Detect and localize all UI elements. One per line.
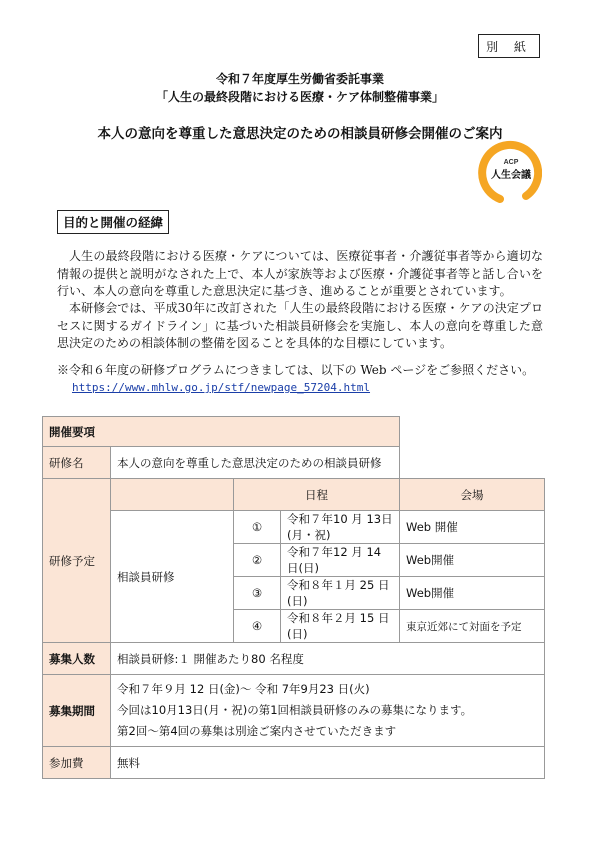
capacity: 相談員研修:１ 開催あたり80 名程度	[111, 643, 545, 675]
session-venue: 東京近郊にて対面を予定	[400, 610, 545, 643]
session-date: 令和７年12 月 14 日(日)	[281, 544, 400, 577]
table-row	[43, 479, 545, 511]
note-text: ※令和６年度の研修プログラムにつきましては、以下の Web ページをご参照ください。	[57, 363, 535, 377]
attachment-label: 別 紙	[478, 34, 540, 58]
table-header: 開催要項	[43, 417, 400, 447]
schedule-column-header: 日程	[234, 479, 400, 511]
table-row	[43, 447, 545, 479]
session-venue: Web 開催	[400, 511, 545, 544]
table-row	[43, 747, 545, 779]
session-venue: Web開催	[400, 577, 545, 610]
session-venue: Web開催	[400, 544, 545, 577]
training-name-label: 研修名	[43, 447, 111, 479]
training-name: 本人の意向を尊重した意思決定のための相談員研修	[111, 447, 400, 479]
table-header-row	[43, 417, 545, 447]
venue-column-header: 会場	[400, 479, 545, 511]
period-note: 第2回～第4回の募集は別途ご案内させていただきます	[117, 724, 397, 738]
table-row	[43, 643, 545, 675]
paragraph-background: 人生の最終段階における医療・ケアについては、医療従事者・介護従事者等から適切な情報の提供と説明がなされた上で、本人が家族等および医療・介護従事者等と話し合いを行い、本人の意向を尊重した意思決定に基づき、進めることが重要とされています。	[57, 249, 543, 298]
fee-label: 参加費	[43, 747, 111, 779]
session-number: ③	[234, 577, 281, 610]
section-heading: 目的と開催の経緯	[57, 210, 169, 234]
session-number: ②	[234, 544, 281, 577]
commission-line: 令和７年度厚生労働省委託事業	[215, 72, 384, 86]
logo-main-text: 人生会議	[491, 170, 531, 181]
plan-type: 相談員研修	[111, 511, 234, 643]
session-number: ①	[234, 511, 281, 544]
period-label: 募集期間	[43, 675, 111, 747]
fee: 無料	[111, 747, 545, 779]
table-row	[43, 675, 545, 747]
session-date: 令和７年10 月 13日(月・祝)	[281, 511, 400, 544]
logo-acp-text: ACP	[503, 159, 519, 166]
requirements-table	[42, 416, 545, 779]
session-number: ④	[234, 610, 281, 643]
project-name: 「人生の最終段階における医療・ケア体制整備事業」	[155, 90, 444, 104]
page-title: 本人の意向を尊重した意思決定のための相談員研修会開催のご案内	[97, 126, 503, 142]
period-note: 今回は10月13日(月・祝)の第1回相談員研修のみの募集になります。	[117, 703, 473, 717]
reference-link[interactable]: https://www.mhlw.go.jp/stf/newpage_57204.html	[72, 381, 371, 394]
session-date: 令和８年１月 25 日(日)	[281, 577, 400, 610]
session-date: 令和８年２月 15 日(日)	[281, 610, 400, 643]
plan-label: 研修予定	[43, 479, 111, 643]
capacity-label: 募集人数	[43, 643, 111, 675]
recruitment-period: 令和７年９月 12 日(金)～ 令和 7年9月23 日(火)	[117, 682, 370, 696]
paragraph-purpose: 本研修会では、平成30年に改訂された「人生の最終段階における医療・ケアの決定プロセスに関するガイドライン」に基づいた相談員研修会を実施し、本人の意向を尊重した意思決定のための相談体制の整備を図ることを具体的な目標にしています。	[57, 301, 543, 350]
table-row	[43, 511, 545, 544]
acp-logo	[478, 140, 542, 204]
